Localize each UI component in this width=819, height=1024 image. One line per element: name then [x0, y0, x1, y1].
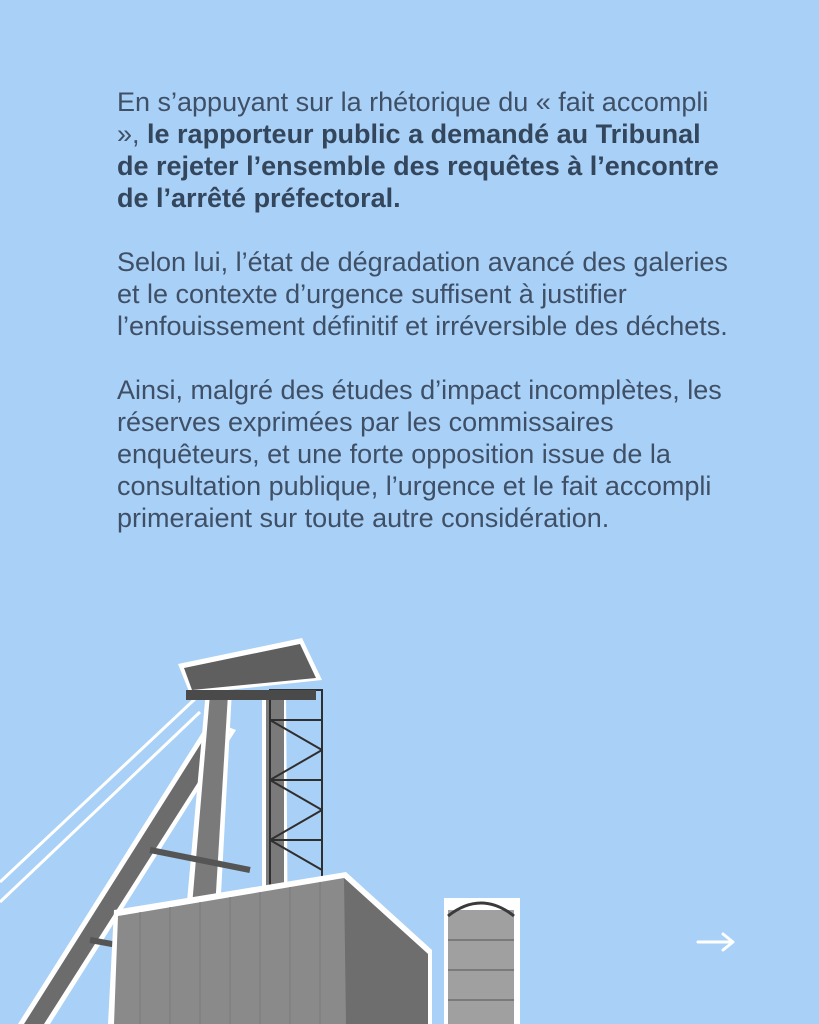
mine-headframe-illustration	[0, 620, 560, 1024]
text-block	[117, 86, 737, 566]
paragraph-1	[117, 86, 737, 214]
arrow-right-icon[interactable]	[694, 928, 740, 956]
paragraph-1-lead: En s’appuyant sur la rhétorique du « fait accompli »,	[117, 87, 709, 149]
paragraph-3: Ainsi, malgré des études d’impact incomplètes, les réserves exprimées par les commissaires enquêteurs, et une forte opposition issue de la consultation publique, l’urgence et le fait accompli primeraient sur toute autre considération.	[117, 375, 722, 533]
paragraph-2: Selon lui, l’état de dégradation avancé des galeries et le contexte d’urgence suffisent à justifier l’enfouissement définitif et irréversible des déchets.	[117, 247, 728, 341]
paragraph-1-bold: le rapporteur public a demandé au Tribunal de rejeter l’ensemble des requêtes à l’encontre de l’arrêté préfectoral.	[117, 119, 719, 213]
